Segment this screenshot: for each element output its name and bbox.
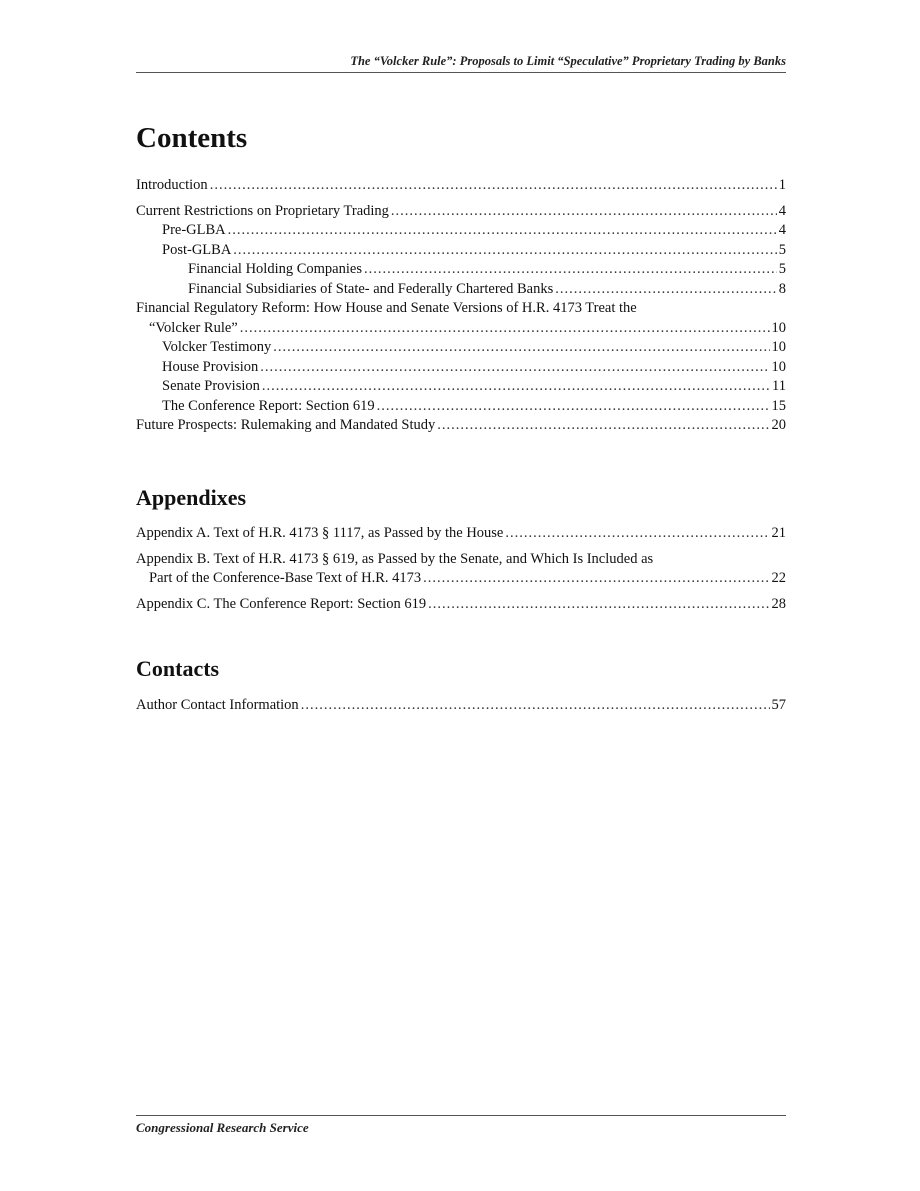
dot-leader — [428, 595, 769, 615]
toc-entry-page: 57 — [771, 697, 786, 713]
toc-entry-financial-subsidiaries[interactable] — [136, 280, 786, 300]
toc-entry-page: 1 — [778, 177, 786, 193]
toc-entry-page: 10 — [771, 358, 786, 375]
toc-entry-page: 15 — [771, 397, 786, 414]
dot-leader — [260, 358, 769, 378]
toc-entry-label-line2: “Volcker Rule” — [149, 319, 238, 336]
toc-entry-label: House Provision — [162, 358, 259, 375]
dot-leader — [273, 338, 769, 358]
dot-leader — [301, 696, 770, 716]
toc-entry-label: Future Prospects: Rulemaking and Mandated Study — [136, 417, 436, 433]
toc-entry-author-contact[interactable] — [136, 696, 786, 716]
toc-entry-label: Pre-GLBA — [162, 222, 226, 238]
toc-entry-label: Financial Holding Companies — [188, 261, 362, 277]
toc-entry-current-restrictions[interactable] — [136, 202, 786, 222]
dot-leader — [262, 377, 770, 397]
toc-entry-label: Author Contact Information — [136, 697, 299, 713]
footer-text: Congressional Research Service — [136, 1120, 309, 1135]
dot-leader — [391, 202, 777, 222]
toc-entry-appendix-b[interactable] — [136, 550, 786, 589]
document-page — [136, 0, 786, 1191]
dot-leader — [364, 260, 777, 280]
toc-entry-conference-report[interactable] — [136, 397, 786, 417]
dot-leader — [233, 241, 776, 261]
toc-entry-page: 10 — [771, 319, 786, 336]
toc-entry-label-line1: Financial Regulatory Reform: How House and Senate Versions of H.R. 4173 Treat the — [136, 300, 637, 316]
running-header: The “Volcker Rule”: Proposals to Limit “Speculative” Proprietary Trading by Banks — [350, 54, 786, 68]
dot-leader — [377, 397, 770, 417]
toc-entry-label: Volcker Testimony — [162, 339, 272, 355]
toc-entry-label: Current Restrictions on Proprietary Trading — [136, 202, 389, 219]
dot-leader — [505, 524, 769, 544]
appendixes-list — [136, 524, 786, 614]
toc-entry-page: 4 — [778, 222, 786, 238]
toc-entry-financial-regulatory-reform[interactable] — [136, 299, 786, 338]
contacts-list — [136, 696, 786, 716]
toc-entry-label: The Conference Report: Section 619 — [162, 397, 375, 414]
toc-entry-page: 10 — [771, 339, 786, 355]
toc-entry-financial-holding-companies[interactable] — [136, 260, 786, 280]
dot-leader — [555, 280, 777, 300]
toc-entry-page: 21 — [771, 525, 786, 541]
toc-entry-post-glba[interactable] — [136, 241, 786, 261]
toc-entry-label-line2: Part of the Conference-Base Text of H.R. 4173 — [149, 570, 422, 586]
toc-entry-label: Appendix C. The Conference Report: Section 619 — [136, 595, 427, 612]
toc-entry-label: Introduction — [136, 177, 208, 193]
toc-entry-label: Financial Subsidiaries of State- and Federally Chartered Banks — [188, 280, 554, 297]
contents-heading: Contents — [136, 122, 248, 154]
contents-list — [136, 176, 786, 436]
appendixes-heading: Appendixes — [136, 485, 247, 510]
toc-entry-future-prospects[interactable] — [136, 416, 786, 436]
toc-entry-page: 28 — [771, 595, 786, 612]
toc-entry-introduction[interactable] — [136, 176, 786, 196]
toc-entry-label: Post-GLBA — [162, 241, 232, 258]
header-rule — [136, 72, 786, 73]
contacts-heading: Contacts — [136, 656, 220, 681]
dot-leader — [423, 569, 769, 589]
toc-entry-label: Senate Provision — [162, 378, 260, 394]
dot-leader — [240, 319, 770, 339]
toc-entry-label-line1: Appendix B. Text of H.R. 4173 § 619, as Passed by the Senate, and Which Is Included as — [136, 550, 654, 567]
dot-leader — [437, 416, 769, 436]
toc-entry-pre-glba[interactable] — [136, 221, 786, 241]
toc-entry-page: 22 — [771, 570, 786, 586]
toc-entry-senate-provision[interactable] — [136, 377, 786, 397]
toc-entry-appendix-a[interactable] — [136, 524, 786, 544]
toc-entry-label: Appendix A. Text of H.R. 4173 § 1117, as Passed by the House — [136, 525, 504, 541]
toc-entry-volcker-testimony[interactable] — [136, 338, 786, 358]
dot-leader — [210, 176, 777, 196]
toc-entry-house-provision[interactable] — [136, 358, 786, 378]
toc-entry-page: 5 — [778, 241, 786, 258]
footer-rule — [136, 1115, 786, 1116]
toc-entry-page: 5 — [778, 261, 786, 277]
dot-leader — [228, 221, 777, 241]
toc-entry-page: 20 — [771, 417, 786, 433]
toc-entry-page: 8 — [778, 280, 786, 297]
toc-entry-page: 4 — [778, 202, 786, 219]
toc-entry-page: 11 — [772, 378, 786, 394]
toc-entry-appendix-c[interactable] — [136, 595, 786, 615]
